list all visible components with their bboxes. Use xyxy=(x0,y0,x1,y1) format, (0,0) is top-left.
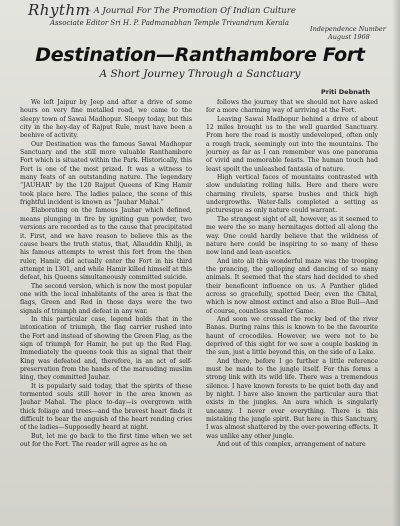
article-column-left xyxy=(20,99,192,523)
handwritten-annotation xyxy=(28,3,396,47)
article-column-right xyxy=(206,99,378,523)
handwritten-issue-label: Independence Number xyxy=(310,25,386,33)
paragraph: Elaborating on the famous Jauhar which defined, means plunging in fire by igniting gun powder, two versions are recorded as to the cause that precipitated it. First, and we have reason to believe this as the cause bears the truth status, that, Allauddin Khilji, in his famous attempts to wrest this fort from the then ruler, Hamir, did actually enter the Fort in his third attempt in 1301, and while Hamir killed himself at this defeat, his Queens simultaneously committed suicide. xyxy=(20,207,192,282)
handwritten-issue-date: August 1968 xyxy=(328,33,370,41)
paragraph: follows the journey that we should not have asked for a more charming way of arriving at the Fort. xyxy=(206,99,378,115)
paragraph: In this particular case, legend holds that in the intoxication of triumph, the flag carrier rushed into the Fort and instead of showing the Green Flag, as the sign of triumph for Hamir, he put up the Red Flag. Immediately the queens took this as signal that their King was defeated and, therefore, in an act of self-preservation from the hands of the marauding muslim king, they committed Jauhar. xyxy=(20,315,192,382)
page-edge-shadow xyxy=(392,0,400,526)
paragraph: And there, before I go further a little reference must be made to the jungle itself. For this forms a strong link with its wild life. There was a tremendous silence. I have known forests to be quiet both day and by night. I have also known the particular aura that exists in the jungles. An aura which is singularly uncanny. I never ever everything. There is this mistaking the jungle spirit. But here in this Sanctuary, I was almost shattered by the over-powering effects. It was unlike any other jungle. xyxy=(206,357,378,440)
article-subtitle: A Short Journey Through a Sanctuary xyxy=(99,68,301,80)
paragraph: The second version, which is now the most popular one with the local inhabitants of the area is that the flags, Green and Red in those days were the two signals of triumph and defeat in any war. xyxy=(20,282,192,315)
article-title: Destination—Ranthambore Fort xyxy=(35,44,365,66)
paragraph: Leaving Sawai Madhopur behind a drive of about 12 miles brought us to the well guarded Sanctuary. From here the road is mostly undeveloped, often only a rough track, seemingly out into the mountains. The journey as far as I can remember was one panorama of vivid and memorable feasts. The human touch had least spoilt the unleashed fantasia of nature. xyxy=(206,115,378,173)
paragraph: And out of this complex, arrangement of nature xyxy=(217,441,366,449)
paragraph: Our Destination was the famous Sawai Madhopur Sanctuary and the still more valuable Ranthambore Fort which is situated within the Park. Historically, this Fort is one of the most prized. It was a witness to many feats of an outstanding nature. The legendary “JAUHAR” by the 120 Rajput Queens of King Hamir took place here. The ladies palace, the scene of this frightful incident is known as “Jauhar Mahal.” xyxy=(20,140,192,207)
paragraph: But, let me go back to the first time when we set out for the Fort. The reader will agree as he on xyxy=(20,432,192,449)
handwritten-editor-note: Associate Editor Sri H. P. Padmanabhan Temple Trivandrum Kerala xyxy=(50,19,289,27)
paragraph: And soon we crossed the rocky bed of the river Banas. During rains this is known to be the favourite haunt of crocodiles. However, we were not to be deprived of this sight for we saw a couple basking in the sun, just a little beyond this, on the side of a Lake. xyxy=(206,315,378,357)
paragraph: It is popularly said today, that the spirits of these tormented souls still hover in the area known as Jauhar Mahal. The place to-day—is overgrown with thick foliage and trees—and the bravest heart finds it difficult to bear the anguish of the heart rending cries of the ladies—Supposedly heard at night. xyxy=(20,382,192,432)
paragraph: High vertical faces of mountains contrasted with slow undulating rolling hills. Here and there were charming rivulets, sparse bushes and thick high undergrowths. Water-falls completed a setting as picturesque as only nature could warrant. xyxy=(206,174,378,215)
paragraph: We left Jaipur by Jeep and after a drive of some hours on very fine metalled road, we came to the sleepy town of Sawai Madhopur. Sleepy today, but this city in the hey-day of Rajput Rule, must have been a beehive of activity. xyxy=(20,99,192,140)
handwritten-journal-name: Rhythm xyxy=(28,1,91,19)
paragraph: The strangest sight of all, however, as it seemed to me were the so many hermitages dotted all along the way. One could hardly believe that the wildness of nature here could be inspiring to so many of these now land and lean ascetics. xyxy=(206,215,378,257)
paragraph: And into all this wonderful maze was the trooping the prancing, the galloping and dancing of so many animals. It seemed that the stars had decided to shed their beneficent influence on us. A Panther glided across so gracefully, spotted Deer, even the Chital, which is now almost extinct and also a Blue Bull—And of course, countless smaller Game. xyxy=(206,257,378,315)
article-author: Priti Debnath xyxy=(320,88,370,96)
handwritten-journal-description: - A Journal For The Promotion Of Indian Culture xyxy=(88,6,296,16)
